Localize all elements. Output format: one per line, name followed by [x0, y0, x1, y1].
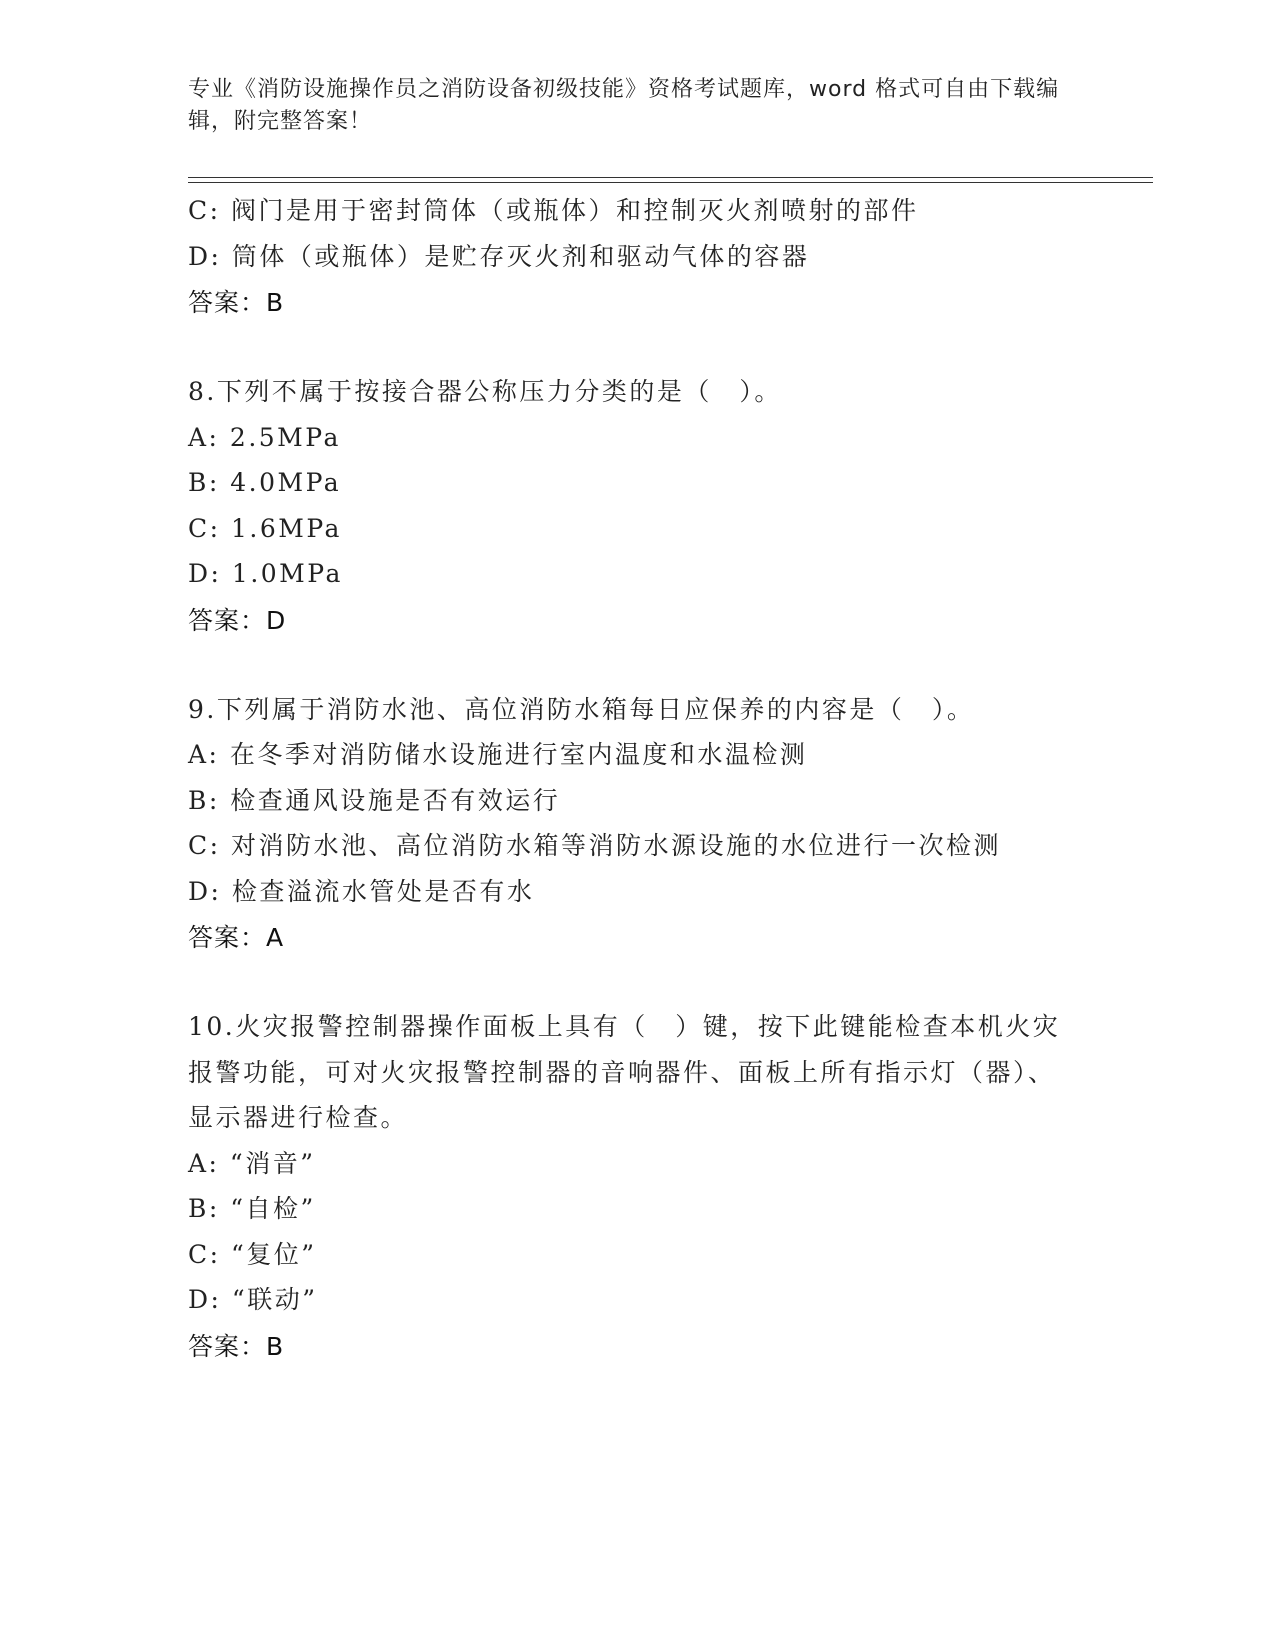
- q9-stem: 9.下列属于消防水池、高位消防水箱每日应保养的内容是（ ）。: [188, 694, 975, 724]
- spacer: [188, 961, 1088, 1004]
- question-list: [188, 188, 1088, 1370]
- q10-option-d: D: “联动”: [188, 1285, 318, 1314]
- q8-stem: 8.下列不属于按接合器公称压力分类的是（ ）。: [188, 377, 782, 406]
- q9-answer: 答案：A: [188, 923, 285, 952]
- q8-option-b: B: 4.0MPa: [188, 468, 342, 497]
- spacer: [188, 326, 1088, 369]
- spacer: [188, 644, 1088, 687]
- q7-answer: 答案：B: [188, 288, 285, 317]
- document-header: 专业《消防设施操作员之消防设备初级技能》资格考试题库，word 格式可自由下载编辑，附完整答案！: [188, 77, 1060, 134]
- question-9-block: [188, 687, 1088, 962]
- q8-option-d: D: 1.0MPa: [188, 559, 343, 588]
- q9-option-c: C: 对消防水池、高位消防水箱等消防水源设施的水位进行一次检测: [188, 831, 1002, 860]
- q10-answer: 答案：B: [188, 1331, 285, 1361]
- q9-option-d: D: 检查溢流水管处是否有水: [188, 876, 535, 906]
- header-rule-bottom: [188, 182, 1153, 183]
- question-8-block: [188, 369, 1088, 644]
- q7-option-d: D: 筒体（或瓶体）是贮存灭火剂和驱动气体的容器: [188, 241, 810, 271]
- q10-option-b: B: “自检”: [188, 1194, 316, 1223]
- q8-answer: 答案：D: [188, 605, 287, 635]
- q9-option-a: A: 在冬季对消防储水设施进行室内温度和水温检测: [188, 740, 808, 769]
- q10-option-c: C: “复位”: [188, 1239, 317, 1269]
- question-7-block: [188, 188, 1088, 326]
- header-rule-top: [188, 177, 1153, 178]
- q10-stem: 10.火灾报警控制器操作面板上具有（ ）键，按下此键能检查本机火灾报警功能，可对火灾报警控制器的音响器件、面板上所有指示灯（器）、显示器进行检查。: [188, 1012, 1061, 1132]
- q9-option-b: B: 检查通风设施是否有效运行: [188, 785, 561, 815]
- q8-option-c: C: 1.6MPa: [188, 513, 342, 543]
- q10-option-a: A: “消音”: [188, 1148, 316, 1178]
- q8-option-a: A: 2.5MPa: [188, 422, 341, 452]
- question-10-block: [188, 1004, 1088, 1370]
- q7-option-c: C: 阀门是用于密封筒体（或瓶体）和控制灭火剂喷射的部件: [188, 196, 919, 225]
